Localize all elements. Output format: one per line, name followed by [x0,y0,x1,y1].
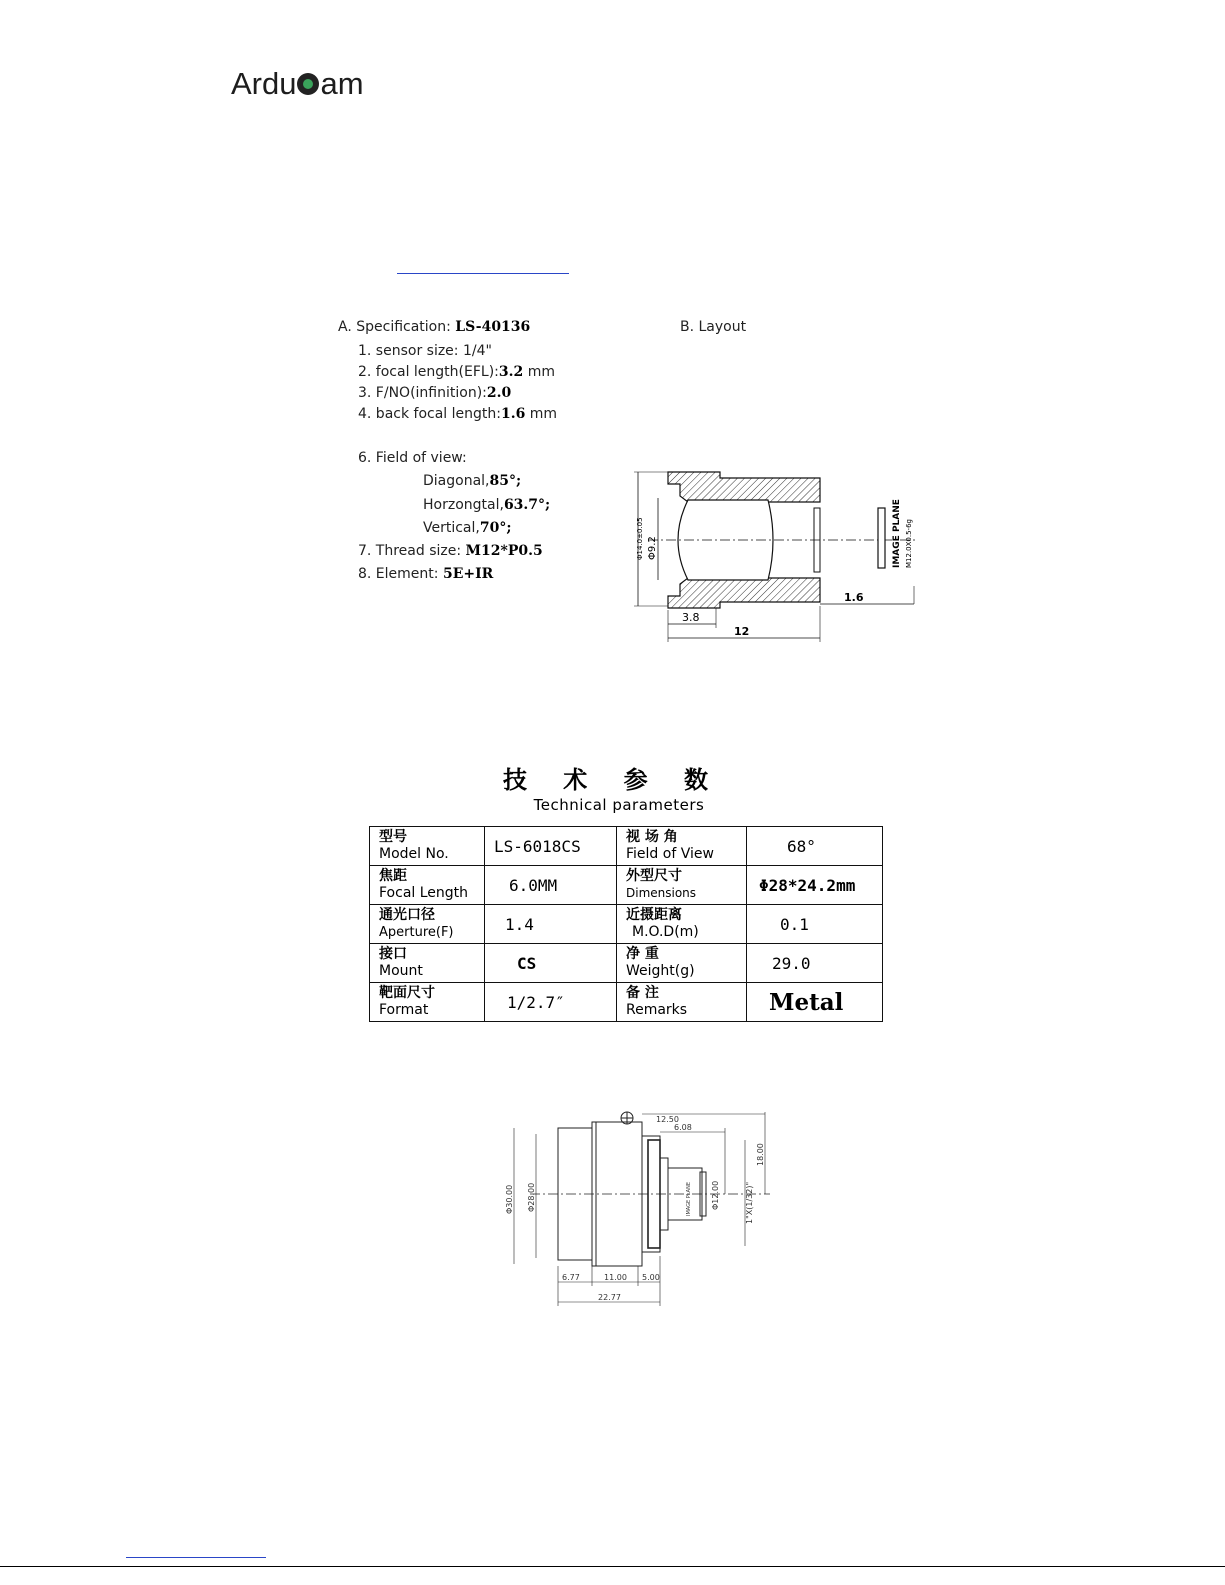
value-cell: 29.0 [747,944,883,983]
value-cell: LS-6018CS [485,827,617,866]
value-cell: 68° [747,827,883,866]
camera-lens-icon [297,73,319,95]
tech-params-title-cn: 技 术 参 数 [502,766,723,794]
value-cell: CS [485,944,617,983]
spec-item-sensor: 1. sensor size: 1/4" [358,343,492,359]
value-cell: 0.1 [747,905,883,944]
flange-dim-label: 3.8 [682,611,700,624]
value-cell: 6.0MM [485,866,617,905]
outer-diameter-label: Φ14.0±0.05 [636,517,644,560]
height-label: 18.00 [756,1143,765,1166]
label-cell: 外型尺寸 Dimensions [617,866,747,905]
thread-label: 1"X(1/32)" [745,1181,754,1224]
table-row [370,827,883,866]
lens-layout-drawing [628,460,928,648]
b-total-label: 22.77 [598,1293,621,1302]
spec-thread: 7. Thread size: M12*P0.5 [358,543,543,559]
layout-heading: B. Layout [680,319,747,335]
spec-fov-label: 6. Field of view: [358,450,467,466]
spec-fov-vertical: Vertical,70°; [423,520,512,536]
tech-params-title-en: Technical parameters [533,796,705,814]
b2-label: 11.00 [604,1273,627,1282]
image-plane-rect [878,508,885,568]
image-plane-label: IMAGE PLANE [686,1182,692,1216]
table-row [370,944,883,983]
inner-diameter-label: Φ9.2 [647,536,658,560]
cs-lens-drawing [500,1106,890,1316]
outer-dia-label: Φ30.00 [505,1184,514,1214]
page-bottom-rule [0,1566,1225,1567]
tech-params-table [369,826,883,1022]
label-cell: 近摄距离 M.O.D(m) [617,905,747,944]
link-underline[interactable] [397,273,569,274]
b3-label: 5.00 [642,1273,660,1282]
spec-item-focal: 2. focal length(EFL):3.2 mm [358,364,555,380]
thread-dim-label: M12.0X0.5-6g [905,519,913,568]
label-cell: 型号 Model No. [370,827,485,866]
b1-label: 6.77 [562,1273,580,1282]
label-cell: 净 重 Weight(g) [617,944,747,983]
table-row [370,905,883,944]
spec-item-bfl: 4. back focal length:1.6 mm [358,406,558,422]
spec-heading: A. Specification: LS-40136 [338,319,531,335]
value-cell: 1/2.7″ [485,983,617,1022]
value-cell: 1.4 [485,905,617,944]
label-cell: 焦距 Focal Length [370,866,485,905]
value-cell: Φ28*24.2mm [747,866,883,905]
label-cell: 接口 Mount [370,944,485,983]
spec-fov-horizontal: Horzongtal,63.7°; [423,497,551,513]
length-dim-label: 12 [734,625,750,638]
image-plane-label: IMAGE PLANE [892,499,902,568]
label-cell: 通光口径 Aperture(F) [370,905,485,944]
footer-link-underline[interactable] [126,1557,266,1558]
top-part-label: 6.08 [674,1123,692,1132]
label-cell: 靶面尺寸 Format [370,983,485,1022]
table-row [370,983,883,1022]
spec-element: 8. Element: 5E+IR [358,566,494,582]
rear-dia-label: Φ12.00 [711,1180,720,1210]
value-cell: Metal [747,983,883,1022]
bfl-dim-label: 1.6 [844,591,864,604]
spec-fov-diagonal: Diagonal,85°; [423,473,522,489]
body-dia-label: Φ28.00 [527,1182,536,1212]
brand-logo: Ardu am [231,66,364,101]
label-cell: 视 场 角 Field of View [617,827,747,866]
spec-item-fno: 3. F/NO(infinition):2.0 [358,385,512,401]
label-cell: 备 注 Remarks [617,983,747,1022]
top-total-label: 12.50 [656,1115,679,1124]
table-row [370,866,883,905]
